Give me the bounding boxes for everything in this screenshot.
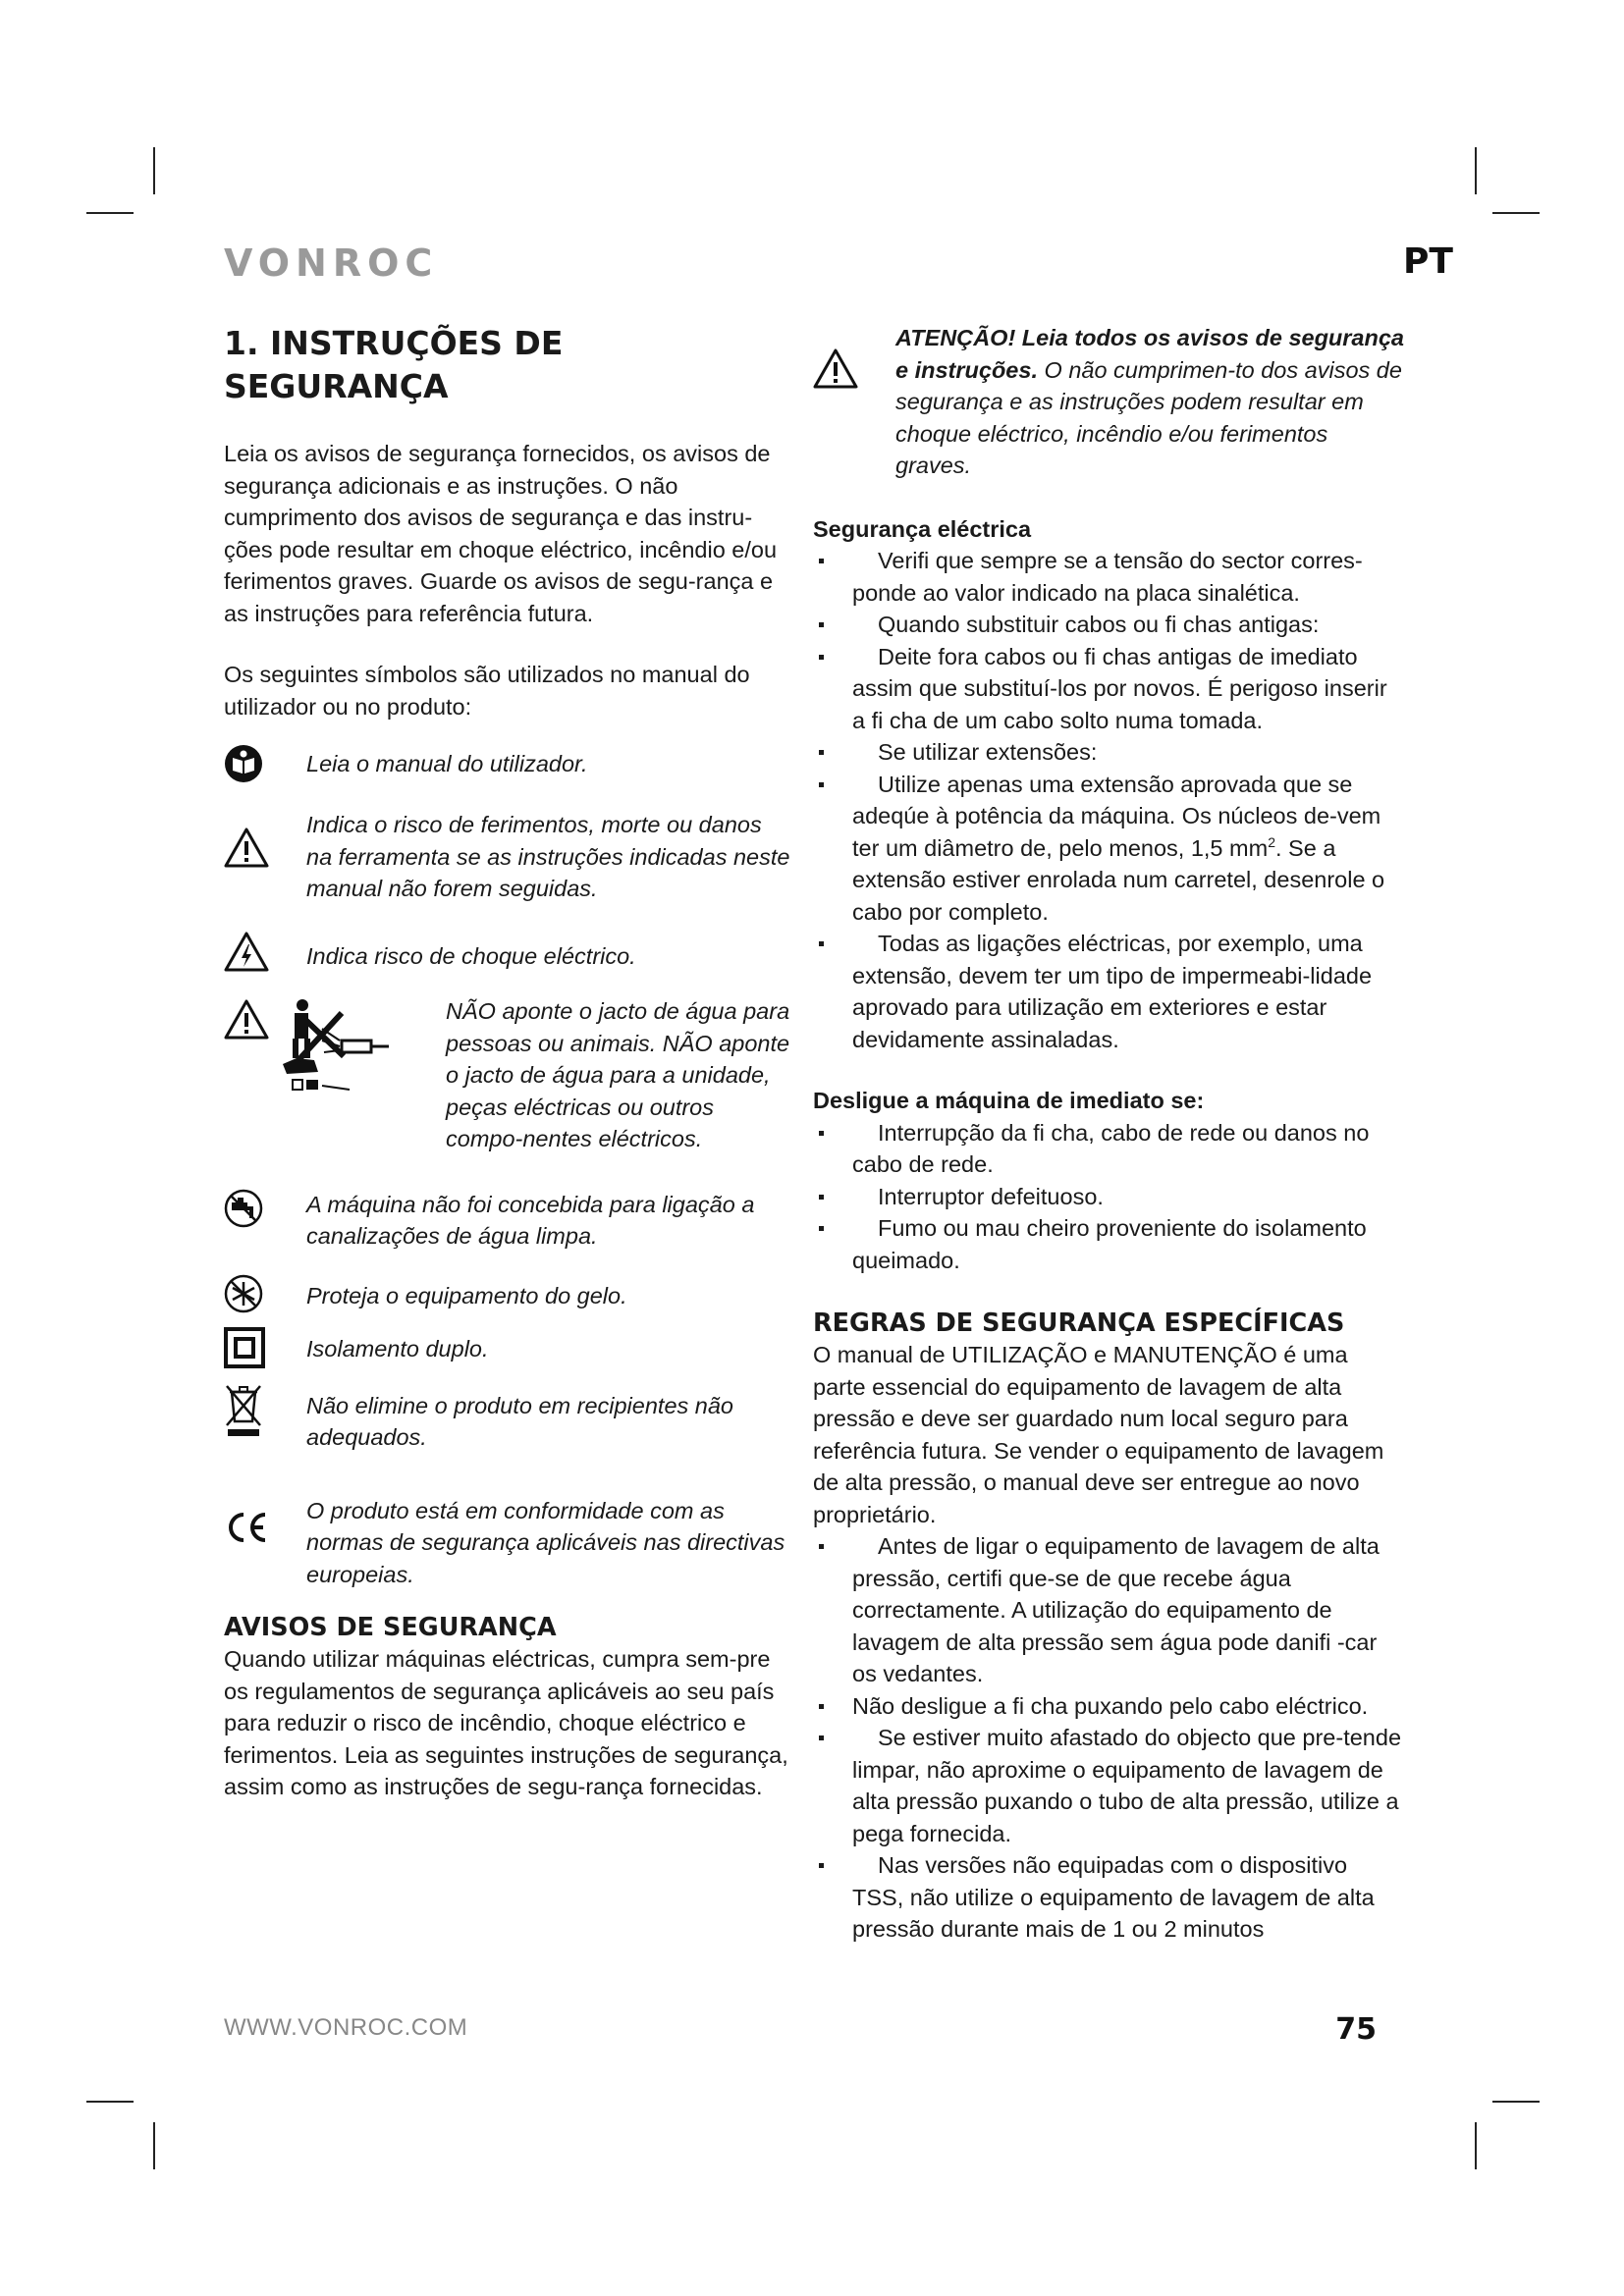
crop-mark <box>86 212 134 214</box>
crop-mark <box>1475 147 1477 194</box>
disconnect-title: Desligue a máquina de imediato se: <box>813 1088 1205 1113</box>
specific-title: REGRAS DE SEGURANÇA ESPECÍFICAS <box>813 1308 1345 1338</box>
symbol-text: Não elimine o produto em recipientes não adequados. <box>306 1392 734 1450</box>
list-item: Utilize apenas uma extensão aprovada que se adeqúe à potência da máquina. Os núcleos de-vem ter um diâmetro de, pelo menos, 1,5 $mm^2$. Se a extensão estiver enrolada num carretel, desenrole o cabo por completo. <box>813 769 1404 929</box>
symbol-text: A máquina não foi concebida para ligação a canalizações de água limpa. <box>306 1191 755 1249</box>
double-insulation-icon <box>224 1327 306 1368</box>
crop-mark <box>1475 2122 1477 2169</box>
symbol-text: Isolamento duplo. <box>306 1335 489 1362</box>
weee-bin-icon <box>224 1382 306 1437</box>
crop-mark <box>1492 212 1540 214</box>
symbol-text: Indica o risco de ferimentos, morte ou danos na ferramenta se as instruções indicadas neste manual não forem seguidas. <box>306 812 790 901</box>
electric-title: Segurança eléctrica <box>813 515 1032 542</box>
warning-rest: O não cumprimen-to dos avisos de segurança e as instruções podem resultar em choque eléctrico, incêndio e/ou ferimentos graves. <box>895 356 1402 478</box>
symbol-text: NÃO aponte o jacto de água para pessoas ou animais. NÃO aponte o jacto de água para a unidade, peças eléctricas ou outros compo-nentes eléctricos. <box>446 998 790 1151</box>
list-item: Nas versões não equipadas com o dispositivo TSS, não utilize o equipamento de lavagem de alta pressão durante mais de 1 ou 2 minutos <box>813 1849 1404 1946</box>
list-item: Se utilizar extensões: <box>813 736 1404 769</box>
symbol-item <box>224 1327 791 1368</box>
right-column <box>813 322 1404 1946</box>
list-item: Interrupção da fi cha, cabo de rede ou danos no cabo de rede. <box>813 1117 1404 1181</box>
symbol-item <box>224 1189 791 1253</box>
symbol-item <box>224 1382 791 1454</box>
electric-list <box>813 545 1404 1055</box>
specific-list <box>813 1530 1404 1946</box>
avisos-title: AVISOS DE SEGURANÇA <box>224 1613 557 1642</box>
warning-text <box>895 322 1404 482</box>
symbol-text: Indica risco de choque eléctrico. <box>306 942 636 969</box>
footer-url: WWW.VONROC.COM <box>224 2014 468 2041</box>
list-item: Interruptor defeituoso. <box>813 1181 1404 1213</box>
brand-logo: VONROC <box>224 241 439 285</box>
page-number: 75 <box>1335 2012 1377 2047</box>
avisos-paragraph: Quando utilizar máquinas eléctricas, cumpra sem-pre os regulamentos de segurança aplicáveis ao seu país para reduzir o risco de incêndio, choque eléctrico e ferimentos. Leia as seguintes instruções de segurança, assim como as instruções de segu-rança fornecidas. <box>224 1646 788 1799</box>
frost-protection-icon <box>224 1274 306 1313</box>
language-code: PT <box>1403 241 1453 282</box>
disconnect-list <box>813 1117 1404 1277</box>
intro-paragraph: Leia os avisos de segurança fornecidos, os avisos de segurança adicionais e as instruções. O não cumprimento dos avisos de segurança e das instru-ções pode resultar em choque eléctrico, incêndio e/ou ferimentos graves. Guarde os avisos de segu-rança e as instruções para referência futura. <box>224 441 778 626</box>
symbol-list <box>224 744 791 1590</box>
electric-shock-icon <box>224 931 306 972</box>
symbols-intro: Os seguintes símbolos são utilizados no manual do utilizador ou no produto: <box>224 662 750 720</box>
list-item: Fumo ou mau cheiro proveniente do isolamento queimado. <box>813 1212 1404 1276</box>
no-water-jet-icon <box>224 995 448 1103</box>
crop-mark <box>153 147 155 194</box>
list-item: Todas as ligações eléctricas, por exemplo, uma extensão, devem ter um tipo de impermeabi-lidade aprovado para utilização em exteriores e estar devidamente assinaladas. <box>813 928 1404 1055</box>
symbol-item <box>224 1274 791 1313</box>
specific-intro: O manual de UTILIZAÇÃO e MANUTENÇÃO é uma parte essencial do equipamento de lavagem de alta pressão e deve ser guardado num local seguro para referência futura. Se vender o equipamento de lavagem de alta pressão, o manual deve ser entregue ao novo proprietário. <box>813 1342 1384 1527</box>
list-item: Não desligue a fi cha puxando pelo cabo eléctrico. <box>813 1690 1404 1723</box>
read-manual-icon <box>224 744 306 783</box>
section-title: 1. INSTRUÇÕES DE SEGURANÇA <box>224 324 564 405</box>
symbol-item <box>224 995 791 1155</box>
warning-triangle-icon <box>224 809 306 868</box>
warning-triangle-icon <box>813 322 895 398</box>
crop-mark <box>1492 2101 1540 2103</box>
crop-mark <box>153 2122 155 2169</box>
warning-bold: ATENÇÃO! Leia todos os avisos de segurança e instruções. <box>895 325 1404 383</box>
symbol-item <box>224 1495 791 1591</box>
symbol-item <box>224 809 791 905</box>
symbol-item <box>224 744 791 783</box>
list-item: Antes de ligar o equipamento de lavagem de alta pressão, certifi que-se de que recebe água correctamente. A utilização do equipamento de lavagem de alta pressão sem água pode danifi -car os vedantes. <box>813 1530 1404 1690</box>
list-item: Quando substituir cabos ou fi chas antigas: <box>813 609 1404 641</box>
symbol-text: Proteja o equipamento do gelo. <box>306 1282 627 1308</box>
no-drinking-water-connection-icon <box>224 1189 306 1228</box>
crop-mark <box>86 2101 134 2103</box>
list-item: Se estiver muito afastado do objecto que pre-tende limpar, não aproxime o equipamento de lavagem de alta pressão puxando o tubo de alta pressão, utilize a pega fornecida. <box>813 1722 1404 1849</box>
symbol-text: O produto está em conformidade com as normas de segurança aplicáveis nas directivas europeias. <box>306 1497 785 1587</box>
ce-mark-icon <box>224 1495 306 1544</box>
symbol-item <box>224 931 791 973</box>
symbol-text: Leia o manual do utilizador. <box>306 751 588 776</box>
list-item: Verifi que sempre se a tensão do sector corres-ponde ao valor indicado na placa sinalética. <box>813 545 1404 609</box>
left-column <box>224 322 791 1803</box>
warning-block <box>813 322 1404 482</box>
list-item: Deite fora cabos ou fi chas antigas de imediato assim que substituí-los por novos. É perigoso inserir a fi cha de um cabo solto numa tomada. <box>813 641 1404 737</box>
